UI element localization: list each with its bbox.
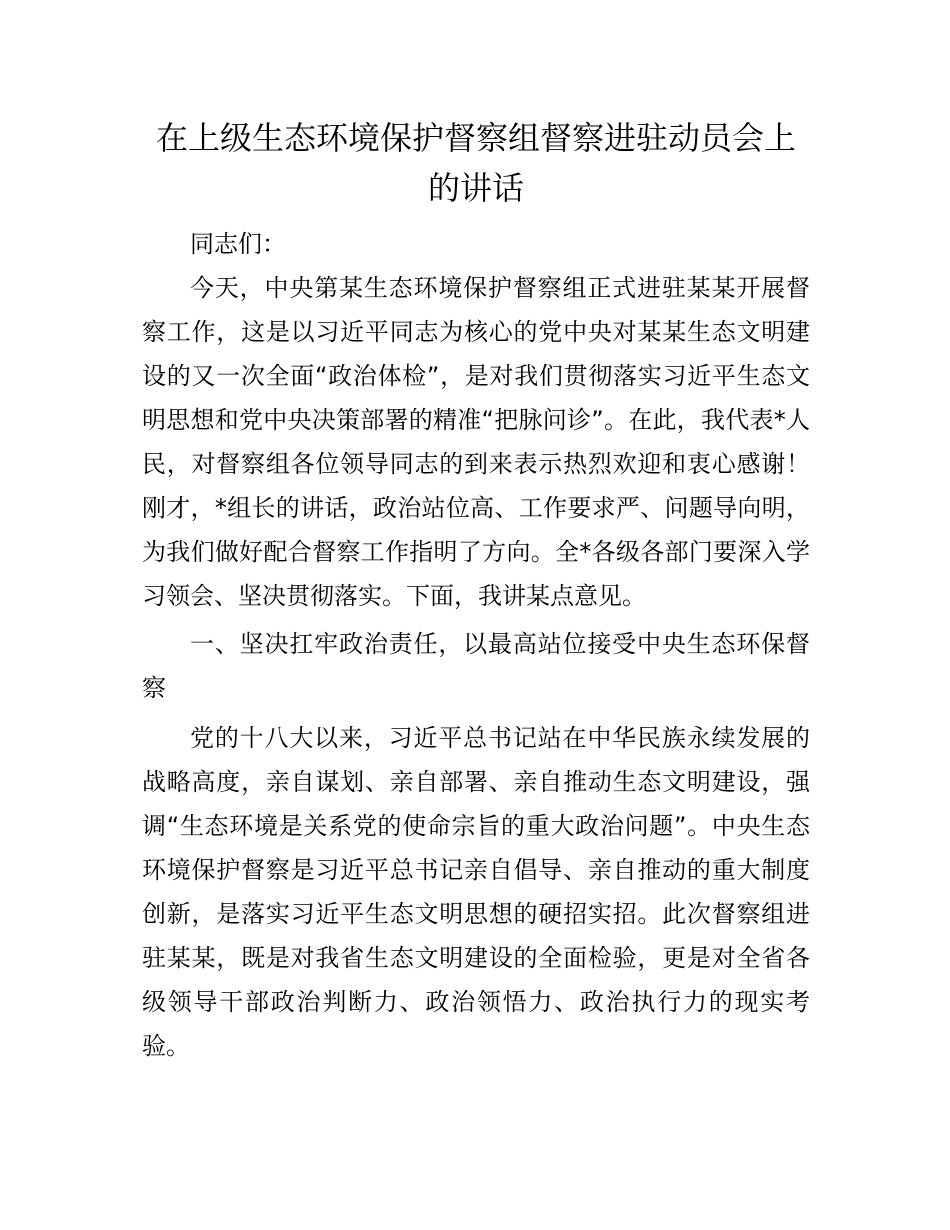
paragraph-opening: 今天，中央第某生态环境保护督察组正式进驻某某开展督察工作，这是以习近平同志为核心的党中央对某某生态文明建设的又一次全面“政治体检”，是对我们贯彻落实习近平生态文明思想和党中央决策部署的精准“把脉问诊”。在此，我代表*人民，对督察组各位领导同志的到来表示热烈欢迎和衷心感谢！刚才，*组长的讲话，政治站位高、工作要求严、问题导向明，为我们做好配合督察工作指明了方向。全*各级各部门要深入学习领会、坚决贯彻落实。下面，我讲某点意见。 — [142, 274, 810, 610]
section-heading-1: 一、坚决扛牢政治责任，以最高站位接受中央生态环保督察 — [142, 630, 810, 702]
salutation: 同志们： — [190, 230, 286, 258]
paragraph-section-1-body: 党的十八大以来，习近平总书记站在中华民族永续发展的战略高度，亲自谋划、亲自部署、亲自推动生态文明建设，强调“生态环境是关系党的使命宗旨的重大政治问题”。中央生态环境保护督察是习近平总书记亲自倡导、亲自推动的重大制度创新，是落实习近平生态文明思想的硬招实招。此次督察组进驻某某，既是对我省生态文明建设的全面检验，更是对全省各级领导干部政治判断力、政治领悟力、政治执行力的现实考验。 — [142, 724, 810, 1060]
page-title: 在上级生态环境保护督察组督察进驻动员会上的讲话 — [155, 119, 796, 207]
